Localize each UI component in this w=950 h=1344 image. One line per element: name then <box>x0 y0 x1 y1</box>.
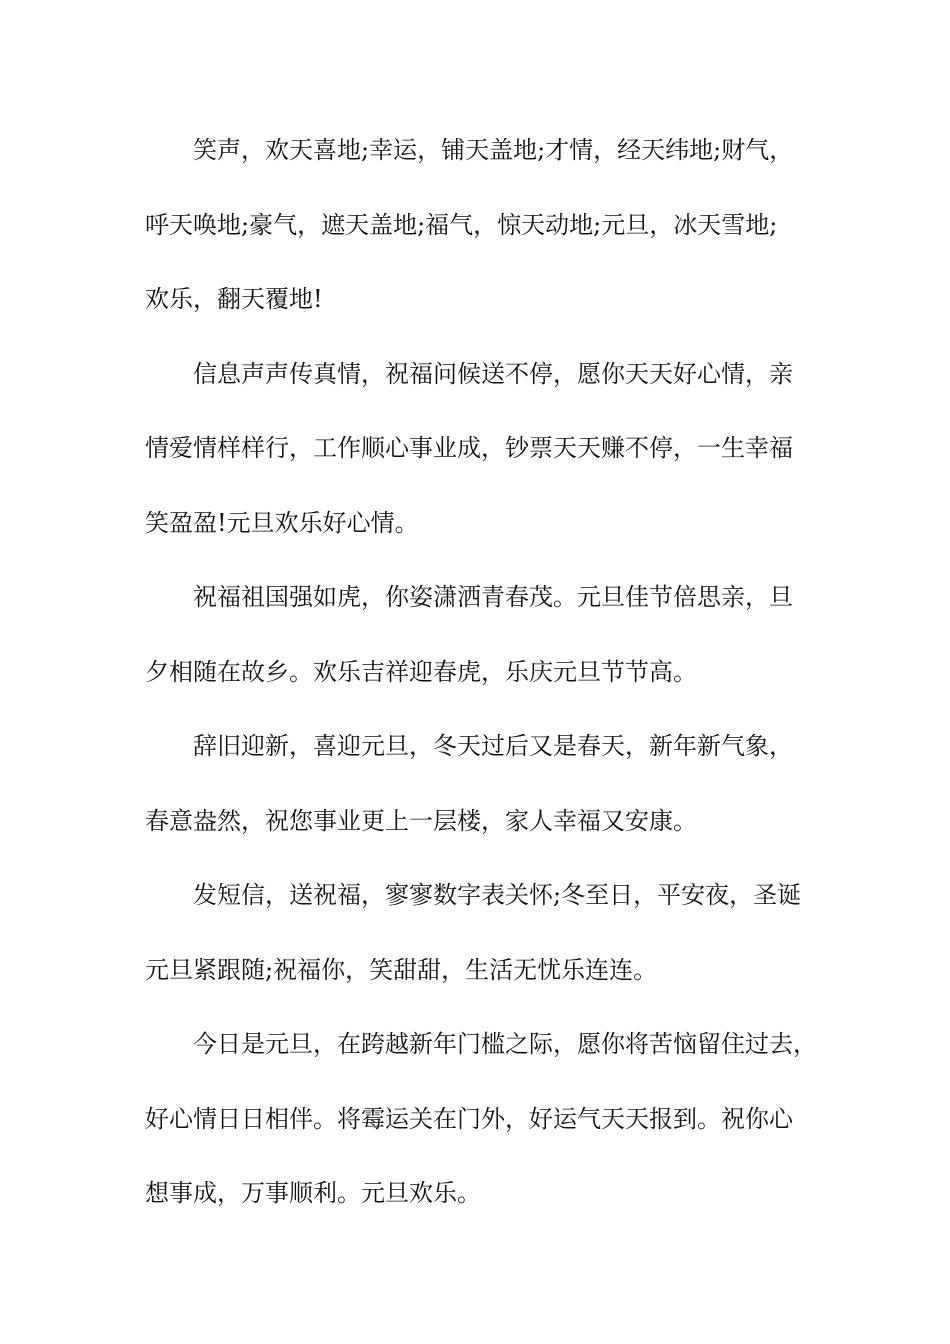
paragraph-line: 呼天唤地;豪气，遮天盖地;福气，惊天动地;元旦，冰天雪地; <box>145 210 778 239</box>
paragraph-line: 元旦紧跟随;祝福你，笑甜甜，生活无忧乐连连。 <box>145 955 658 984</box>
document-body <box>145 113 815 1231</box>
paragraph-line: 好心情日日相伴。将霉运关在门外，好运气天天报到。祝你心 <box>145 1104 793 1133</box>
paragraph-2 <box>145 337 815 561</box>
paragraph-6 <box>145 1007 815 1231</box>
paragraph-line: 春意盎然，祝您事业更上一层楼，家人幸福又安康。 <box>145 806 697 835</box>
paragraph-line: 信息声声传真情，祝福问候送不停，愿你天天好心情，亲 <box>193 359 793 388</box>
paragraph-4 <box>145 709 815 858</box>
paragraph-line: 发短信，送祝福，寥寥数字表关怀;冬至日，平安夜，圣诞 <box>193 881 802 909</box>
paragraph-line: 笑盈盈!元旦欢乐好心情。 <box>145 508 419 537</box>
paragraph-line: 今日是元旦，在跨越新年门槛之际，愿你将苦恼留住过去， <box>193 1030 817 1058</box>
paragraph-line: 祝福祖国强如虎，你姿潇洒青春茂。元旦佳节倍思亲，旦 <box>193 583 793 611</box>
paragraph-line: 想事成，万事顺利。元旦欢乐。 <box>145 1179 481 1207</box>
paragraph-line: 笑声，欢天喜地;幸运，铺天盖地;才情，经天纬地;财气， <box>193 136 794 164</box>
paragraph-5 <box>145 858 815 1007</box>
paragraph-line: 夕相随在故乡。欢乐吉祥迎春虎，乐庆元旦节节高。 <box>145 657 697 686</box>
paragraph-line: 情爱情样样行，工作顺心事业成，钞票天天赚不停，一生幸福 <box>145 434 793 462</box>
paragraph-3 <box>145 560 815 709</box>
paragraph-line: 欢乐，翻天覆地! <box>145 285 323 313</box>
paragraph-1 <box>145 113 815 337</box>
paragraph-line: 辞旧迎新，喜迎元旦，冬天过后又是春天，新年新气象， <box>193 732 793 760</box>
